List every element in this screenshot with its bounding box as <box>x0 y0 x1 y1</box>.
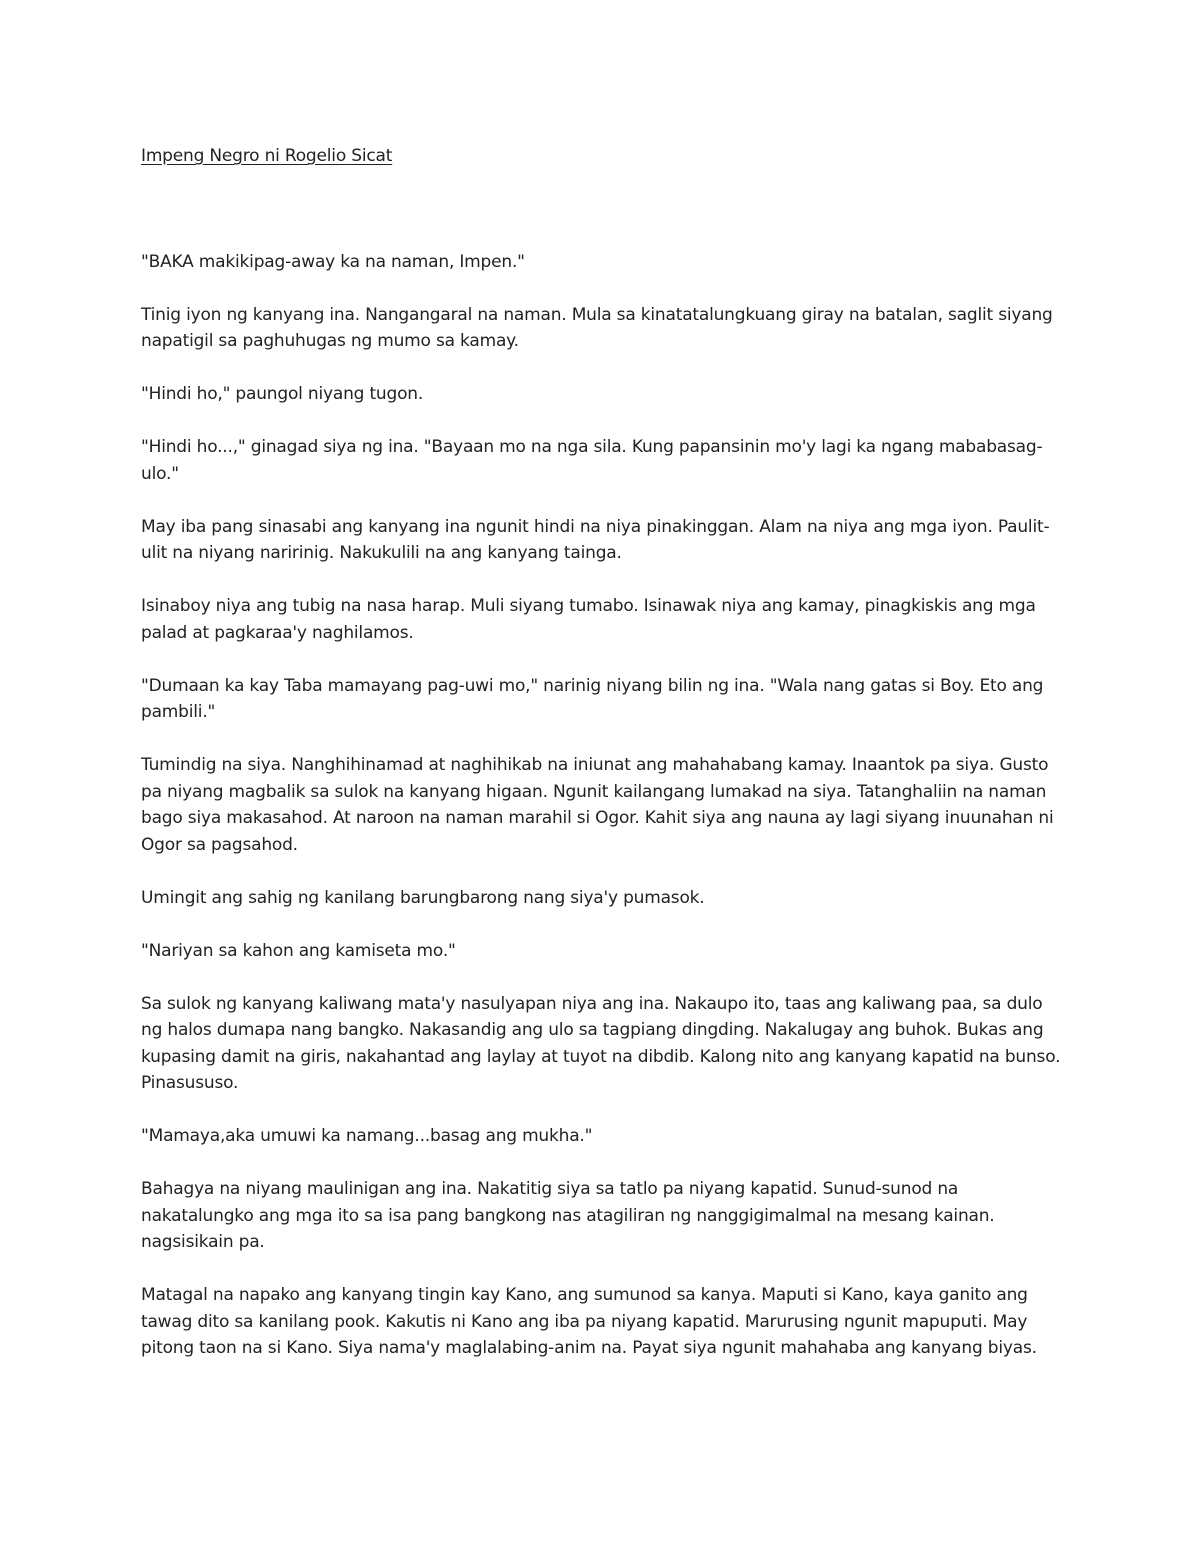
paragraph-11: Sa sulok ng kanyang kaliwang mata'y nasulyapan niya ang ina. Nakaupo ito, taas ang kaliwang paa, sa dulo ng halos dumapa nang bangko. Nakasandig ang ulo sa tagpiang dingding. Nakalugay ang buhok. Bukas ang kupasing damit na giris, nakahantad ang laylay at tuyot na dibdib. Kalong nito ang kanyang kapatid na bunso. Pinasususo. <box>141 993 1061 1093</box>
paragraph-14: Matagal na napako ang kanyang tingin kay Kano, ang sumunod sa kanya. Maputi si Kano, kaya ganito ang tawag dito sa kanilang pook. Kakutis ni Kano ang iba pa niyang kapatid. Marurusing ngunit mapuputi. May pitong taon na si Kano. Siya nama'y maglalabing-anim na. Payat siya ngunit mahahaba ang kanyang biyas. <box>141 1285 1037 1358</box>
paragraph-12: "Mamaya,aka umuwi ka namang...basag ang mukha." <box>141 1126 593 1146</box>
paragraph-9: Umingit ang sahig ng kanilang barungbarong nang siya'y pumasok. <box>141 887 705 908</box>
paragraph-2: Tinig iyon ng kanyang ina. Nangangaral na naman. Mula sa kinatatalungkuang giray na batalan, saglit siyang napatigil sa paghuhugas ng mumo sa kamay. <box>141 304 1053 351</box>
paragraph-7: "Dumaan ka kay Taba mamayang pag-uwi mo," narinig niyang bilin ng ina. "Wala nang gatas si Boy. Eto ang pambili." <box>141 675 1044 722</box>
paragraph-4: "Hindi ho...," ginagad siya ng ina. "Bayaan mo na nga sila. Kung papansinin mo'y lagi ka ngang mababasag-ulo." <box>141 437 1043 484</box>
document-body <box>141 143 1066 1388</box>
paragraph-5: May iba pang sinasabi ang kanyang ina ngunit hindi na niya pinakinggan. Alam na niya ang mga iyon. Paulit-ulit na niyang naririnig. Nakukulili na ang kanyang tainga. <box>141 516 1050 563</box>
paragraph-10: "Nariyan sa kahon ang kamiseta mo." <box>141 940 456 961</box>
paragraph-13: Bahagya na niyang maulinigan ang ina. Nakatitig siya sa tatlo pa niyang kapatid. Sunud-sunod na nakatalungko ang mga ito sa isa pang bangkong nas atagiliran ng nanggigimalmal na mesang kainan. nagsisikain pa. <box>141 1179 995 1252</box>
paragraph-6: Isinaboy niya ang tubig na nasa harap. Muli siyang tumabo. Isinawak niya ang kamay, pinagkiskis ang mga palad at pagkaraa'y naghilamos. <box>141 596 1036 643</box>
paragraph-1: "BAKA makikipag-away ka na naman, Impen." <box>141 251 525 272</box>
document-title: Impeng Negro ni Rogelio Sicat <box>141 146 393 166</box>
paragraph-3: "Hindi ho," paungol niyang tugon. <box>141 384 424 404</box>
paragraph-8: Tumindig na siya. Nanghihinamad at naghihikab na iniunat ang mahahabang kamay. Inaantok pa siya. Gusto pa niyang magbalik sa sulok na kanyang higaan. Ngunit kailangang lumakad na siya. Tatanghaliin na naman bago siya makasahod. At naroon na naman marahil si Ogor. Kahit siya ang nauna ay lagi siyang inuunahan ni Ogor sa pagsahod. <box>141 755 1054 855</box>
